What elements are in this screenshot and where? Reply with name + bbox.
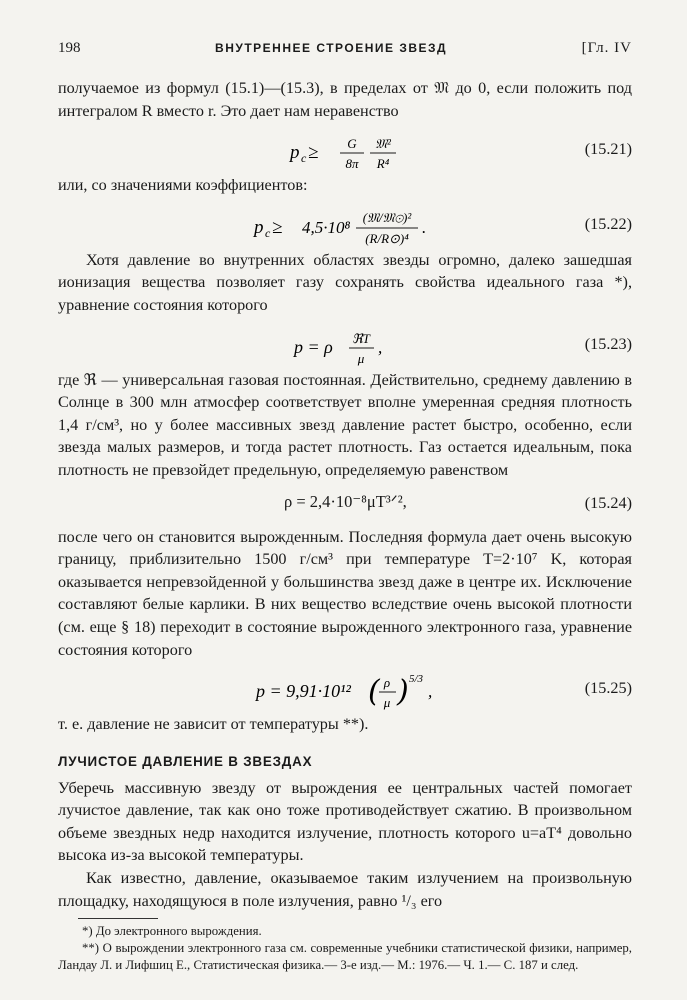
formula-sub: c [265, 225, 271, 240]
frac1-num: G [347, 136, 357, 152]
formula-15-22 [58, 201, 632, 245]
footnote: **) О вырождении электронного газа см. современные учебники статистической физики, например, Ландау Л. и Лифшиц Е., Статистическая физика.— 3-е изд.— М.: 1976.— Ч. 1.— С. 187 и след. [58, 941, 632, 973]
frac-den: (R/R⊙)⁴ [365, 230, 409, 246]
formula-15-21 [58, 126, 632, 170]
section-heading: ЛУЧИСТОЕ ДАВЛЕНИЕ В ЗВЕЗДАХ [58, 753, 313, 769]
formula-rel: ≥ [308, 142, 319, 164]
formula-coef: 4,5·10⁸ [302, 217, 351, 237]
frac-num: (𝔐/𝔐⊙)² [362, 209, 412, 225]
right-paren: ) [397, 674, 409, 710]
paragraph: после чего он становится вырожденным. Последняя формула дает очень высокую границу, приблизительно 1500 г/см³ при температуре T=2·10⁷ K, которая оказывается непревзойденной у большинства звезд даже в центре их. Исключение составляют белые карлики. В них вещество вследствие очень высокой плотности (см. еще § 18) переходит в состояние вырожденного электронного газа, уравнение состояния которого [58, 527, 632, 659]
left-paren: ( [368, 674, 380, 710]
formula-15-25 [58, 665, 632, 709]
formula-15-23 [58, 321, 632, 365]
formula-15-24 [58, 486, 632, 522]
frac1-den: 8π [345, 156, 359, 172]
formula-tail: , [378, 337, 383, 357]
formula-tail: . [422, 217, 427, 237]
paragraph: Хотя давление во внутренних областях звезды огромно, далеко зашедшая ионизация вещества позволяет газу сохранять свойства идеального газа *), уравнение состояния которого [58, 250, 632, 314]
page-number: 198 [58, 40, 81, 56]
formula-lhs: p [290, 142, 300, 164]
equation-number: (15.25) [584, 679, 632, 698]
equation-number: (15.21) [584, 140, 632, 159]
formula-expr: ρ = 2,4·10⁻⁸μT³ᐟ², [284, 491, 407, 511]
paragraph: или, со значениями коэффициентов: [58, 176, 308, 195]
formula-lhs: p = ρ [294, 336, 333, 357]
book-page [58, 40, 632, 974]
running-title: ВНУТРЕННЕЕ СТРОЕНИЕ ЗВЕЗД [215, 41, 448, 55]
paragraph: где ℜ — универсальная газовая постоянная. Действительно, среднему давлению в Солнце в 300 млн атмосфер соответствует вполне умеренная средняя плотность 1,4 г/см³, но у более массивных звезд давление растет быстро, особенно, если звезда малых размеров, и тогда растет плотность. Газ остается идеальным, пока плотность не превзойдет предельную, определяемую равенством [58, 370, 632, 479]
equation-number: (15.23) [584, 334, 632, 353]
frac-num: ρ [383, 675, 391, 691]
frac-den: μ [383, 695, 391, 711]
equation-number: (15.24) [584, 493, 632, 512]
frac-den: μ [357, 350, 365, 366]
formula-tail: , [428, 682, 433, 702]
equation-number: (15.22) [584, 214, 632, 233]
chapter-label: [Гл. IV [581, 40, 632, 56]
paragraph: получаемое из формул (15.1)—(15.3), в пределах от 𝔐 до 0, если положить под интегралом R вместо r. Это дает нам неравенство [58, 79, 632, 120]
formula-exp: 5/3 [409, 673, 424, 686]
formula-lhs: p = 9,91·10¹² [256, 681, 351, 702]
paragraph: т. е. давление не зависит от температуры **). [58, 715, 369, 734]
formula-lhs: p [254, 216, 264, 238]
paragraph: Уберечь массивную звезду от вырождения ее центральных частей помогает лучистое давление, так как оно тоже противодействует сжатию. В произвольном объеме звездных недр находится излучение, плотность которого u=aT⁴ довольно высока из-за высокой температуры. [58, 778, 632, 865]
paragraph: Как известно, давление, оказываемое таким излучением на произвольную площадку, находящуюся в поле излучения, равно ¹/₃ его [58, 869, 632, 910]
formula-rel: ≥ [272, 216, 283, 238]
formula-sub: c [301, 151, 307, 166]
footnote-divider [78, 918, 158, 919]
frac-num: ℜT [352, 330, 370, 346]
running-header [58, 40, 632, 57]
formula-15-21-svg [290, 136, 460, 172]
formula-15-23-svg [294, 331, 434, 367]
frac2-num: 𝔐² [375, 136, 391, 152]
frac2-den: R⁴ [376, 156, 390, 172]
formula-15-22-svg [254, 211, 474, 247]
formula-15-25-svg [256, 675, 456, 711]
footnote: *) До электронного вырождения. [82, 924, 262, 939]
